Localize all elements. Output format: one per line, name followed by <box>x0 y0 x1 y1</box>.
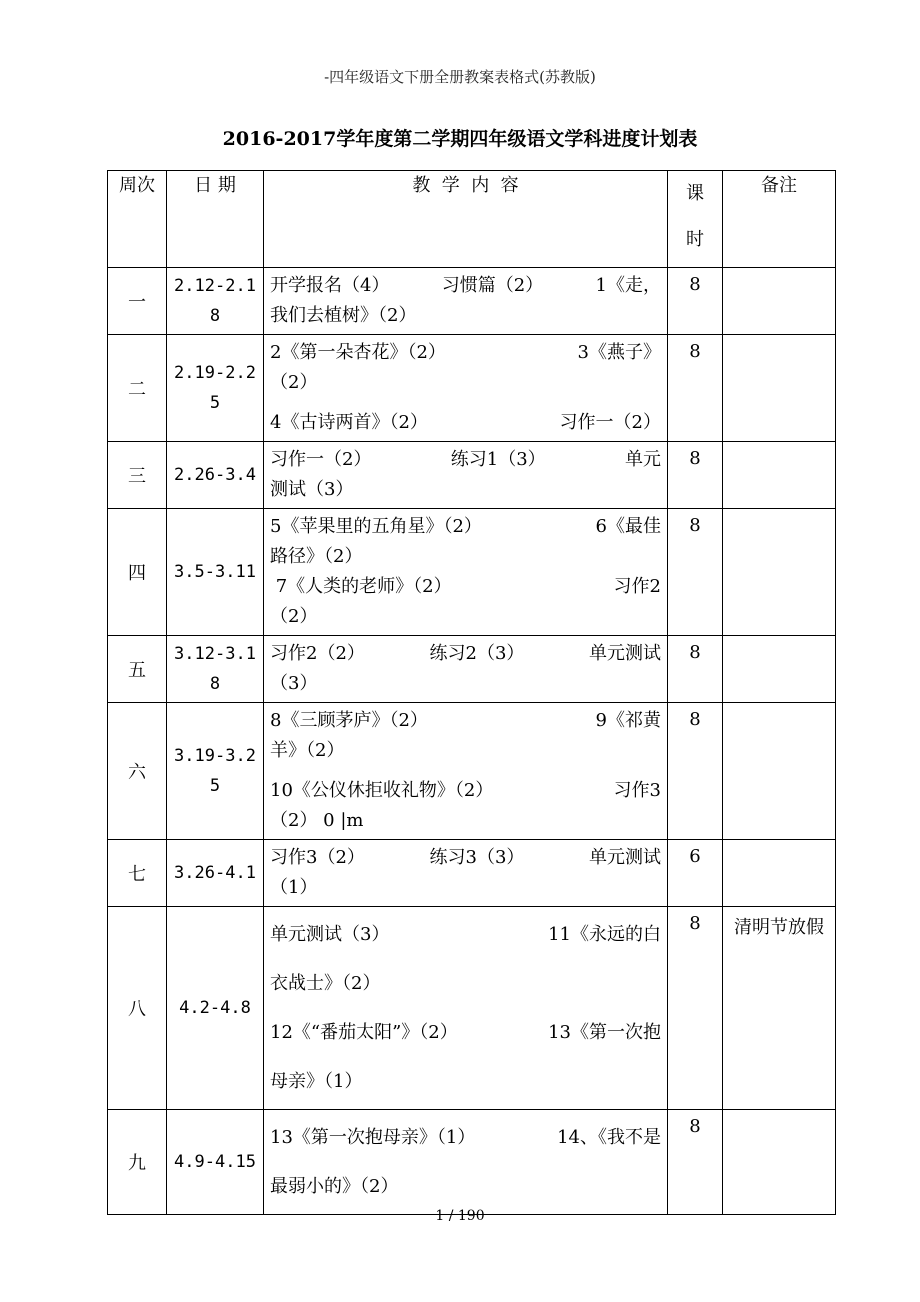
content-text: （2） <box>270 606 318 627</box>
content-text: 7《人类的老师》（2） <box>270 576 452 597</box>
content-cell <box>264 636 668 703</box>
content-text: 衣战士》（2） <box>270 973 381 994</box>
hours-cell: 8 <box>668 442 723 509</box>
content-text: 1《走， <box>595 275 661 296</box>
date-cell: 4.9-4.15 <box>167 1110 264 1215</box>
hours-cell: 8 <box>668 509 723 636</box>
content-text: 13《第一次抱母亲》（1） <box>270 1127 476 1148</box>
week-cell: 八 <box>108 907 167 1110</box>
content-cell <box>264 268 668 335</box>
content-text: （2） <box>270 372 318 393</box>
header-notes: 备注 <box>723 171 836 268</box>
date-cell: 4.2-4.8 <box>167 907 264 1110</box>
content-cell <box>264 703 668 840</box>
table-row <box>108 1110 836 1215</box>
content-text: 练习1（3） <box>450 449 546 470</box>
hours-cell: 8 <box>668 335 723 442</box>
week-cell: 四 <box>108 509 167 636</box>
header-content: 教 学 内 容 <box>264 171 668 268</box>
date-cell: 3.26-4.1 <box>167 840 264 907</box>
content-text: 习作2（2） <box>270 643 365 664</box>
table-row <box>108 335 836 442</box>
content-text: 2《第一朵杏花》（2） <box>270 342 446 363</box>
notes-cell <box>723 840 836 907</box>
week-cell: 六 <box>108 703 167 840</box>
content-text: 4《古诗两首》（2） <box>270 412 428 433</box>
hours-cell: 8 <box>668 1110 723 1215</box>
notes-cell: 清明节放假 <box>723 907 836 1110</box>
content-text: 练习2（3） <box>429 643 525 664</box>
notes-cell <box>723 636 836 703</box>
hours-cell: 8 <box>668 268 723 335</box>
table-row <box>108 636 836 703</box>
content-text: 12《“番茄太阳”》（2） <box>270 1022 458 1043</box>
hours-cell: 8 <box>668 636 723 703</box>
content-text: 习作一（2） <box>270 449 372 470</box>
table-header-row <box>108 171 836 268</box>
header-week: 周次 <box>108 171 167 268</box>
content-text: 习作2 <box>613 576 661 597</box>
table-row <box>108 907 836 1110</box>
content-cell <box>264 335 668 442</box>
date-cell: 3.5-3.11 <box>167 509 264 636</box>
notes-cell <box>723 703 836 840</box>
content-text: （1） <box>270 877 318 898</box>
hours-cell: 8 <box>668 907 723 1110</box>
content-text: 路径》（2） <box>270 546 363 567</box>
content-text: 10《公仪休拒收礼物》（2） <box>270 780 494 801</box>
week-cell: 九 <box>108 1110 167 1215</box>
content-text: 羊》（2） <box>270 740 345 761</box>
date-cell: 2.26-3.4 <box>167 442 264 509</box>
content-text: 母亲》（1） <box>270 1071 363 1092</box>
content-text: 测试（3） <box>270 479 354 500</box>
content-text: 最弱小的》（2） <box>270 1176 399 1197</box>
content-text: 单元测试 <box>589 643 661 664</box>
content-text: 9《祁黄 <box>595 710 661 731</box>
date-cell: 3.19-3.25 <box>167 703 264 840</box>
content-text: 13《第一次抱 <box>548 1022 661 1043</box>
content-text: 8《三顾茅庐》（2） <box>270 710 428 731</box>
content-text: 单元测试（3） <box>270 924 390 945</box>
content-cell <box>264 442 668 509</box>
hours-cell: 6 <box>668 840 723 907</box>
content-cell <box>264 907 668 1110</box>
notes-cell <box>723 335 836 442</box>
content-text: 习作3（2） <box>270 847 365 868</box>
table-row <box>108 509 836 636</box>
page-title: 2016-2017学年度第二学期四年级语文学科进度计划表 <box>222 128 698 150</box>
content-text: （3） <box>270 673 318 694</box>
document-header: -四年级语文下册全册教案表格式(苏教版) <box>324 68 596 86</box>
content-cell <box>264 840 668 907</box>
content-text: 单元测试 <box>589 847 661 868</box>
date-cell: 2.19-2.25 <box>167 335 264 442</box>
content-text: 习作3 <box>613 780 661 801</box>
hours-cell: 8 <box>668 703 723 840</box>
content-text: 3《燕子》 <box>577 342 661 363</box>
page-number: 1 / 190 <box>435 1208 485 1224</box>
content-text: 单元 <box>624 449 661 470</box>
content-text: 11《永远的白 <box>548 924 661 945</box>
content-cell <box>264 509 668 636</box>
notes-cell <box>723 509 836 636</box>
header-hours: 课时 <box>668 171 723 268</box>
week-cell: 二 <box>108 335 167 442</box>
content-text: 习惯篇（2） <box>441 275 544 296</box>
content-text: 习作一（2） <box>559 412 661 433</box>
week-cell: 三 <box>108 442 167 509</box>
week-cell: 五 <box>108 636 167 703</box>
table-row <box>108 268 836 335</box>
notes-cell <box>723 1110 836 1215</box>
content-text: 5《苹果里的五角星》（2） <box>270 516 482 537</box>
notes-cell <box>723 268 836 335</box>
progress-table <box>107 170 836 1215</box>
header-date: 日 期 <box>167 171 264 268</box>
content-cell <box>264 1110 668 1215</box>
week-cell: 七 <box>108 840 167 907</box>
table-row <box>108 442 836 509</box>
content-text: 练习3（3） <box>429 847 525 868</box>
date-cell: 2.12-2.18 <box>167 268 264 335</box>
content-text: 14、《我不是 <box>557 1127 661 1148</box>
notes-cell <box>723 442 836 509</box>
table-row <box>108 703 836 840</box>
content-text: 开学报名（4） <box>270 275 390 296</box>
week-cell: 一 <box>108 268 167 335</box>
table-row <box>108 840 836 907</box>
content-text: （2） 0 |m <box>270 810 364 831</box>
content-text: 我们去植树》（2） <box>270 305 417 326</box>
content-text: 6《最佳 <box>595 516 661 537</box>
date-cell: 3.12-3.18 <box>167 636 264 703</box>
